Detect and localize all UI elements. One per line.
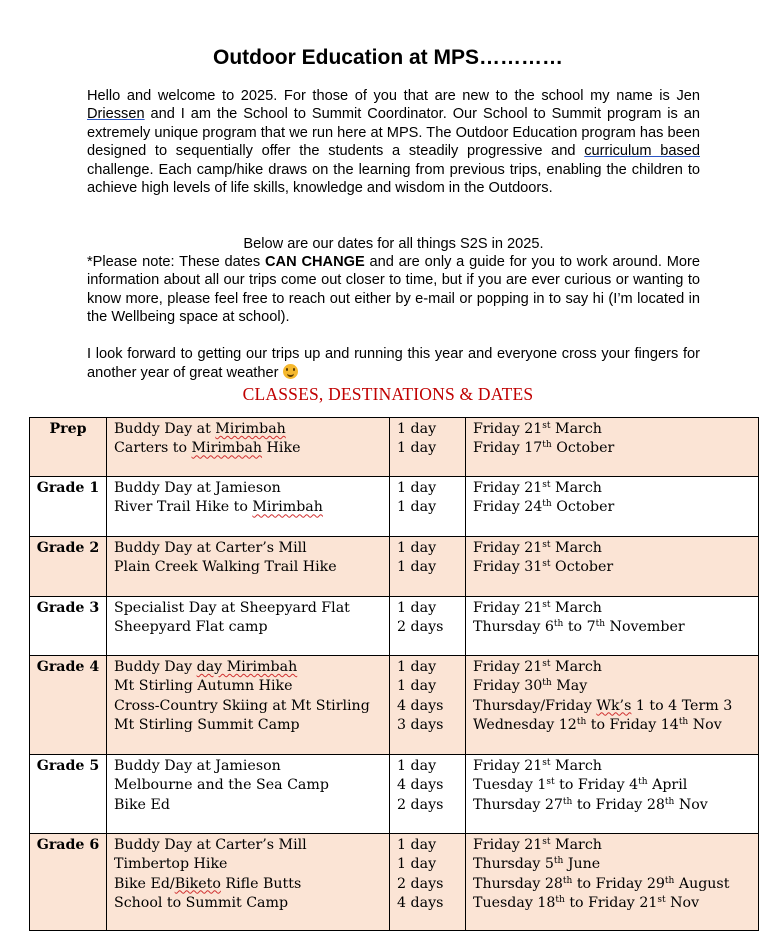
duration-cell [390, 597, 466, 656]
text-segment: Friday 17 [473, 440, 543, 457]
text-segment: Mt Stirling Autumn Hike [114, 678, 293, 695]
activity-line [114, 894, 389, 913]
date-line [473, 697, 758, 716]
activity-line [114, 558, 389, 577]
text-segment: Thursday 5 [473, 856, 554, 873]
grade-cell: Prep [30, 418, 107, 477]
date-line [473, 894, 758, 913]
duration-line: 2 days [397, 619, 444, 636]
closing-text: I look forward to getting our trips up and running this year and everyone cross your fingers for another year of great weather [87, 346, 700, 381]
date-line [473, 757, 758, 776]
duration-line: 1 day [397, 559, 437, 576]
ordinal-suffix: th [542, 440, 552, 451]
date-line [473, 558, 758, 577]
dates-cell [466, 418, 759, 477]
activities-cell [107, 418, 390, 477]
text-segment: Friday 21 [473, 659, 543, 675]
date-line [473, 479, 758, 498]
text-segment: to Friday 14 [586, 716, 679, 733]
text-segment: Thursday 27 [473, 796, 563, 813]
text-segment: Tuesday 1 [473, 777, 547, 794]
ordinal-suffix: th [542, 678, 552, 689]
activity-line [114, 716, 389, 735]
text-segment: March [550, 421, 602, 437]
curriculum-based-phrase: curriculum based [584, 143, 700, 160]
note-emphasis: CAN CHANGE [265, 254, 365, 270]
duration-cell [390, 834, 466, 931]
activity-line [114, 498, 389, 517]
schedule-table [29, 417, 759, 931]
ordinal-suffix: th [562, 796, 573, 807]
date-line [473, 439, 758, 458]
ordinal-suffix: th [595, 619, 606, 630]
ordinal-suffix: st [542, 559, 551, 570]
duration-cell [390, 537, 466, 597]
text-segment: Buddy Day at Carter’s Mill [114, 540, 307, 556]
text-segment: to Friday 4 [554, 777, 639, 794]
text-segment: Rifle Butts [220, 875, 302, 892]
activities-cell [107, 656, 390, 755]
table-row [30, 656, 759, 755]
activity-line [114, 539, 389, 558]
schedule-table-body [30, 418, 759, 931]
duration-line: 1 day [397, 499, 437, 516]
duration-line: 1 day [397, 480, 437, 496]
text-segment: March [550, 540, 602, 556]
grade-cell: Grade 3 [30, 597, 107, 656]
ordinal-suffix: th [542, 499, 552, 510]
text-segment: March [550, 758, 602, 774]
dates-cell [466, 834, 759, 931]
date-line [473, 420, 758, 439]
page-title: Outdoor Education at MPS………… [213, 46, 563, 69]
ordinal-suffix: st [542, 480, 551, 490]
text-segment: Friday 21 [473, 421, 543, 437]
duration-cell [390, 418, 466, 477]
text-segment: June [563, 856, 601, 873]
ordinal-suffix: st [542, 837, 551, 847]
text-segment: Buddy Day at [114, 421, 216, 437]
duration-line: 2 days [397, 875, 444, 892]
activity-line [114, 677, 389, 696]
text-segment: Carters to [114, 440, 192, 457]
text-segment: March [550, 480, 602, 496]
activity-line [114, 479, 389, 498]
duration-cell [390, 656, 466, 755]
note-suffix: and are only a guide for you to work around. More information about all our trips come out closer to time, but if you are ever curious or wanting to know more, please feel free to reach out either by e-mail or popping in to say hi (I’m located in the Wellbeing space at school). [87, 254, 700, 326]
ordinal-suffix: th [678, 716, 689, 727]
spellcheck-word: Mirimbah [191, 440, 263, 457]
date-line [473, 875, 758, 894]
text-segment: Melbourne and the Sea Camp [114, 777, 329, 794]
text-segment: to Friday 21 [564, 894, 658, 911]
text-segment: Wednesday 12 [473, 716, 577, 733]
duration-line: 4 days [397, 777, 444, 794]
dates-note [87, 253, 700, 327]
intro-text-1: Hello and welcome to 2025. For those of you that are new to the school my name is Jen [87, 88, 700, 104]
text-segment: Friday 31 [473, 559, 543, 576]
ordinal-suffix: th [553, 619, 564, 630]
spellcheck-word: day Mirimbah [196, 659, 298, 675]
text-segment: Buddy Day [114, 659, 197, 675]
text-segment: March [550, 600, 602, 616]
ordinal-suffix: st [542, 540, 551, 550]
text-segment: Buddy Day at Carter’s Mill [114, 837, 307, 853]
note-prefix: *Please note: These dates [87, 254, 266, 270]
text-segment: Mt Stirling Summit Camp [114, 716, 300, 733]
activities-cell [107, 477, 390, 537]
grade-cell: Grade 2 [30, 537, 107, 597]
date-line [473, 716, 758, 735]
activity-line [114, 658, 389, 677]
activities-cell [107, 537, 390, 597]
text-segment: Friday 24 [473, 499, 543, 516]
table-row [30, 597, 759, 656]
duration-line: 1 day [397, 837, 437, 853]
text-segment: October [551, 440, 615, 457]
duration-cell [390, 755, 466, 834]
duration-cell [390, 477, 466, 537]
activities-cell [107, 755, 390, 834]
date-line [473, 796, 758, 815]
dates-cell [466, 755, 759, 834]
text-segment: November [605, 619, 685, 636]
grade-cell: Grade 6 [30, 834, 107, 931]
text-segment: Nov [688, 716, 722, 733]
text-segment: Hike [262, 440, 301, 457]
text-segment: to 7 [563, 619, 596, 636]
ordinal-suffix: th [576, 716, 587, 727]
ordinal-suffix: th [664, 796, 675, 807]
date-line [473, 658, 758, 677]
ordinal-suffix: st [542, 659, 551, 669]
text-segment: School to Summit Camp [114, 894, 289, 911]
duration-line: 1 day [397, 440, 437, 457]
text-segment: Thursday/Friday [473, 697, 597, 714]
table-row [30, 418, 759, 477]
ordinal-suffix: st [542, 600, 551, 610]
text-segment: Timbertop Hike [114, 856, 228, 873]
ordinal-suffix: th [553, 856, 564, 867]
spellcheck-word: Biketo [174, 875, 221, 892]
date-line [473, 498, 758, 517]
ordinal-suffix: st [542, 421, 551, 431]
ordinal-suffix: st [657, 894, 666, 905]
text-segment: Friday 21 [473, 480, 543, 496]
dates-cell [466, 477, 759, 537]
dates-cell [466, 537, 759, 597]
text-segment: April [647, 777, 688, 794]
intro-text-2: and I am the School to Summit Coordinator. Our School to Summit program is an extremely unique program that we run here at MPS. The Outdoor Education program has been designed to sequentially offer the students a steadily progressive and [87, 106, 700, 160]
activity-line [114, 796, 389, 815]
text-segment: Friday 30 [473, 678, 543, 695]
activities-cell [107, 597, 390, 656]
spellcheck-word: Mirimbah [215, 421, 286, 437]
text-segment: October [550, 559, 614, 576]
date-line [473, 618, 758, 637]
grade-cell: Grade 4 [30, 656, 107, 755]
activity-line [114, 599, 389, 618]
text-segment: Thursday 6 [473, 619, 554, 636]
schedule-heading: CLASSES, DESTINATIONS & DATES [242, 384, 534, 404]
activity-line [114, 420, 389, 439]
activity-line [114, 618, 389, 637]
duration-line: 1 day [397, 600, 437, 616]
duration-line: 1 day [397, 678, 437, 695]
activity-line [114, 757, 389, 776]
text-segment: Sheepyard Flat camp [114, 619, 268, 636]
text-segment: Nov [665, 894, 700, 911]
text-segment: Nov [674, 796, 708, 813]
text-segment: Friday 21 [473, 758, 543, 774]
text-segment: to Friday 28 [572, 796, 665, 813]
text-segment: August [674, 875, 730, 892]
duration-line: 1 day [397, 659, 437, 675]
grade-cell: Grade 1 [30, 477, 107, 537]
grade-cell: Grade 5 [30, 755, 107, 834]
table-row [30, 537, 759, 597]
activities-cell [107, 834, 390, 931]
duration-line: 4 days [397, 894, 444, 911]
text-segment: Cross-Country Skiing at Mt Stirling [114, 697, 370, 714]
dates-intro-line: Below are our dates for all things S2S in 2025. [243, 236, 544, 252]
text-segment: March [550, 659, 602, 675]
ordinal-suffix: th [638, 777, 648, 788]
text-segment: Plain Creek Walking Trail Hike [114, 559, 337, 576]
text-segment: Buddy Day at Jamieson [114, 758, 281, 774]
text-segment: to Friday 29 [572, 875, 665, 892]
closing-paragraph [87, 345, 700, 383]
date-line [473, 539, 758, 558]
duration-line: 4 days [397, 697, 444, 714]
text-segment: Friday 21 [473, 540, 543, 556]
duration-line: 3 days [397, 716, 444, 733]
table-row [30, 477, 759, 537]
text-segment: Friday 21 [473, 837, 543, 853]
text-segment: March [550, 837, 602, 853]
ordinal-suffix: th [555, 894, 565, 905]
date-line [473, 677, 758, 696]
coordinator-surname: Driessen [87, 106, 145, 123]
spellcheck-word: Mirimbah [252, 499, 323, 516]
intro-text-3: challenge. Each camp/hike draws on the learning from previous trips, enabling the children to achieve high levels of life skills, knowledge and wisdom in the Outdoors. [87, 161, 700, 197]
ordinal-suffix: th [664, 875, 675, 886]
text-segment: Tuesday 18 [473, 894, 556, 911]
dates-cell [466, 597, 759, 656]
text-segment: Friday 21 [473, 600, 543, 616]
date-line [473, 855, 758, 874]
activity-line [114, 697, 389, 716]
dates-cell [466, 656, 759, 755]
smiling-face-icon [283, 364, 298, 379]
activity-line [114, 875, 389, 894]
text-segment: Thursday 28 [473, 875, 563, 892]
activity-line [114, 836, 389, 855]
date-line [473, 776, 758, 795]
activity-line [114, 776, 389, 795]
text-segment: River Trail Hike to [114, 499, 253, 516]
text-segment: Bike Ed/ [114, 875, 175, 892]
activity-line [114, 855, 389, 874]
text-segment: Bike Ed [114, 796, 170, 813]
duration-line: 1 day [397, 758, 437, 774]
duration-line: 2 days [397, 796, 444, 813]
ordinal-suffix: st [542, 758, 551, 768]
text-segment: 1 to 4 Term 3 [631, 697, 733, 714]
table-row [30, 834, 759, 931]
spellcheck-word: Wk’s [596, 697, 632, 714]
table-row [30, 755, 759, 834]
text-segment: May [551, 678, 588, 695]
text-segment: Specialist Day at Sheepyard Flat [114, 600, 350, 616]
ordinal-suffix: th [562, 875, 573, 886]
duration-line: 1 day [397, 856, 437, 873]
text-segment: Buddy Day at Jamieson [114, 480, 281, 496]
text-segment: October [551, 499, 615, 516]
activity-line [114, 439, 389, 458]
date-line [473, 599, 758, 618]
ordinal-suffix: st [546, 777, 555, 788]
intro-paragraph [87, 87, 700, 197]
date-line [473, 836, 758, 855]
duration-line: 1 day [397, 540, 437, 556]
duration-line: 1 day [397, 421, 437, 437]
